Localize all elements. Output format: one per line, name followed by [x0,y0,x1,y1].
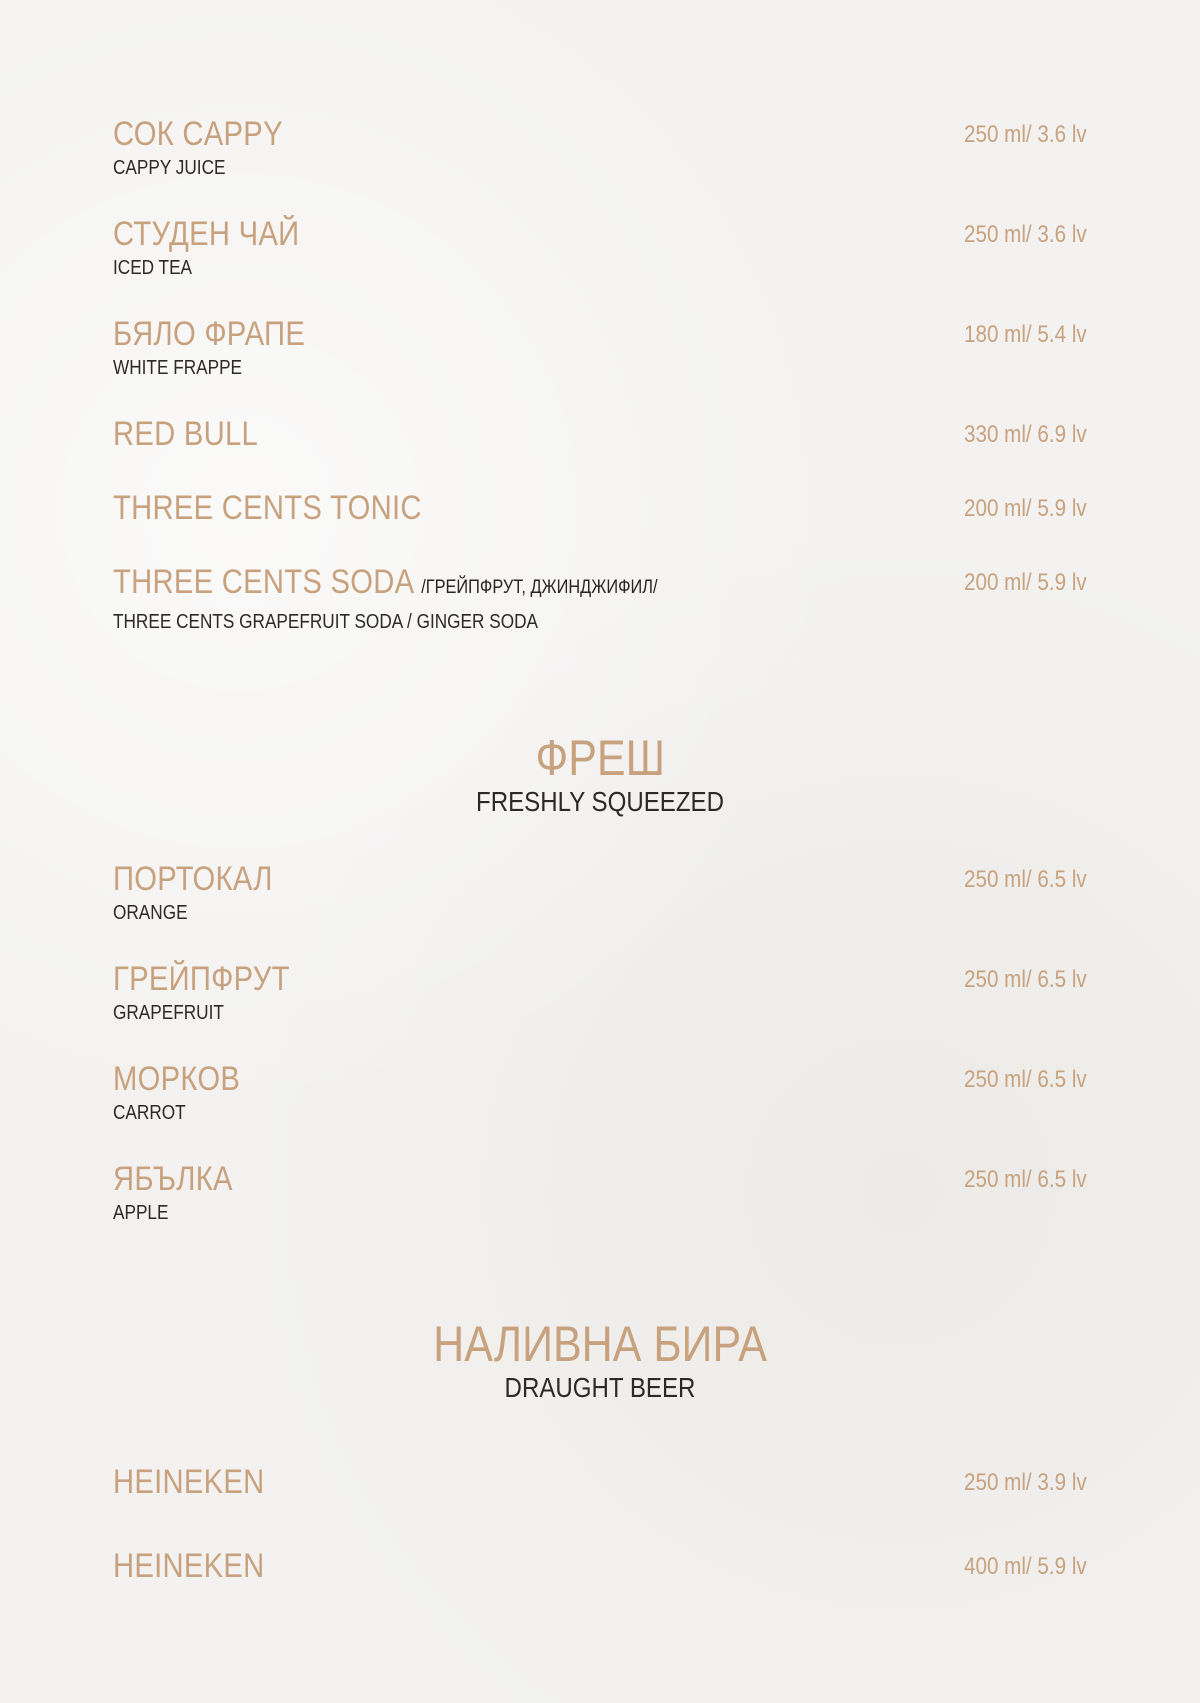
item-name: БЯЛО ФРАПЕ [113,315,306,353]
section-subtitle: DRAUGHT BEER [504,1372,696,1403]
item-price: 250 ml/ 6.5 lv [964,1166,1087,1193]
section-header-draught-beer [0,1316,1200,1404]
menu-item-orange [113,859,1087,925]
item-name: СТУДЕН ЧАЙ [113,215,300,253]
menu-item-white-frappe [113,314,1087,380]
item-price: 200 ml/ 5.9 lv [964,569,1087,596]
item-name: THREE CENTS SODA [113,563,413,601]
menu-item-heineken-small [113,1462,1087,1502]
item-name: МОРКОВ [113,1060,241,1098]
item-name: СОК CAPPY [113,115,283,153]
menu-item-cappy-juice [113,114,1087,180]
item-price: 400 ml/ 5.9 lv [964,1553,1087,1580]
menu-item-three-cents-soda [113,562,1087,634]
item-name: THREE CENTS TONIC [113,489,422,527]
item-subtitle: THREE CENTS GRAPEFRUIT SODA / GINGER SODA [113,611,538,633]
menu-item-three-cents-tonic [113,488,1087,528]
item-subtitle: WHITE FRAPPE [113,357,243,379]
item-price: 200 ml/ 5.9 lv [964,495,1087,522]
menu-item-grapefruit [113,959,1087,1025]
section-title: ФРЕШ [535,730,665,786]
item-name: ЯБЪЛКА [113,1160,233,1198]
item-price: 250 ml/ 6.5 lv [964,1066,1087,1093]
item-price: 250 ml/ 3.9 lv [964,1469,1087,1496]
item-note: /ГРЕЙПФРУТ, ДЖИНДЖИФИЛ/ [421,577,658,598]
item-subtitle: CAPPY JUICE [113,157,226,179]
section-subtitle: FRESHLY SQUEEZED [475,786,725,817]
item-subtitle: APPLE [113,1202,169,1224]
item-name: HEINEKEN [113,1547,265,1585]
item-price: 250 ml/ 3.6 lv [964,121,1087,148]
item-name: HEINEKEN [113,1463,265,1501]
menu-item-heineken-large [113,1546,1087,1586]
item-subtitle: CARROT [113,1102,186,1124]
menu-item-carrot [113,1059,1087,1125]
menu-item-apple [113,1159,1087,1225]
section-title: НАЛИВНА БИРА [433,1316,767,1372]
menu-item-red-bull [113,414,1087,454]
item-price: 250 ml/ 3.6 lv [964,221,1087,248]
item-subtitle: ORANGE [113,902,188,924]
item-name: RED BULL [113,415,259,453]
menu-item-iced-tea [113,214,1087,280]
item-name: ПОРТОКАЛ [113,860,273,898]
item-name-line [113,562,951,608]
item-price: 250 ml/ 6.5 lv [964,966,1087,993]
item-price: 250 ml/ 6.5 lv [964,866,1087,893]
item-price: 180 ml/ 5.4 lv [964,321,1087,348]
item-subtitle: ICED TEA [113,257,193,279]
section-header-fresh [0,730,1200,818]
item-subtitle: GRAPEFRUIT [113,1002,224,1024]
item-price: 330 ml/ 6.9 lv [964,421,1087,448]
item-name: ГРЕЙПФРУТ [113,960,290,998]
